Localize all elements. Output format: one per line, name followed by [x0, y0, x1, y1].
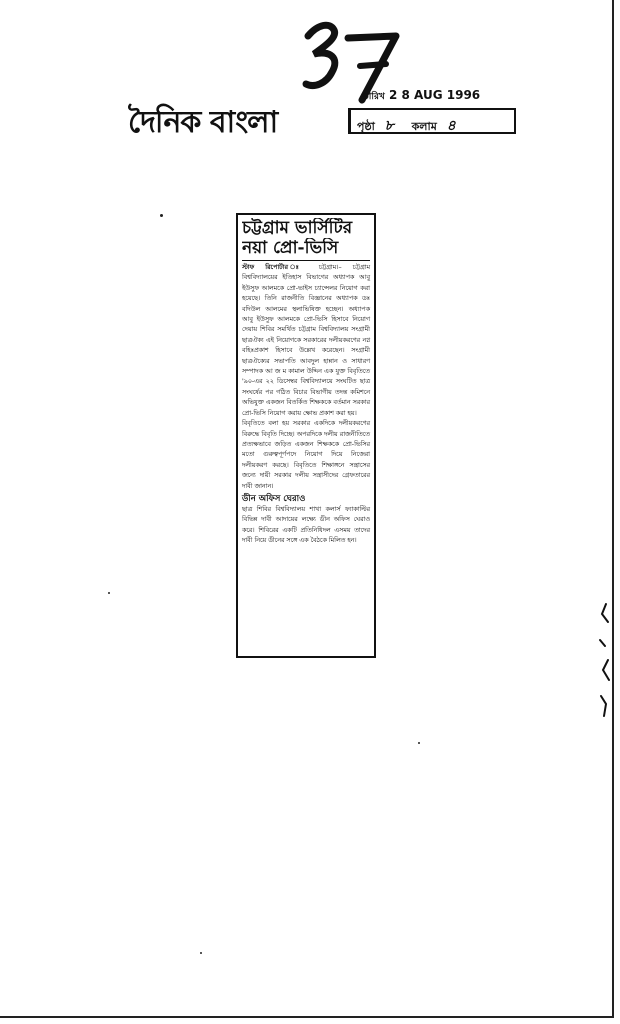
stamp-column-label: কলাম: [411, 120, 437, 133]
scan-speck: [160, 214, 163, 217]
article-headline: [242, 218, 370, 261]
scan-speck: [108, 592, 110, 594]
stamp-date-label: তারিখ: [362, 92, 385, 102]
archive-stamp: [348, 88, 520, 140]
scan-speck: [418, 742, 420, 744]
scan-edge-marks: [596, 600, 614, 720]
article-reporter: স্টাফ রিপোর্টার ঃ: [242, 264, 308, 271]
stamp-page-label: পৃষ্ঠা: [357, 120, 375, 133]
article-paragraph-1: [242, 263, 370, 419]
stamp-page-value: ৮: [384, 118, 394, 134]
stamp-date-row: [362, 88, 480, 104]
article-subhead: ডীন অফিস ঘেরাও: [242, 493, 306, 504]
article-paragraph-2: বিবৃতিতে বলা হয় সরকার একদিকে দলীয়করণের বিরুদ্ধে বিবৃতি দিচ্ছে। অপরদিকে দলীয় রাজনীতিতে প্রত্যক্ষভাবে জড়িত একজন শিক্ষককে প্রো-ভিসির মতো গুরুত্বপূর্ণপদে নিয়োগ দিয়ে নিজেরা দলীয়করণ করছে। বিবৃতিতে শিক্ষাঙ্গনে সন্ত্রাসের জন্যে দায়ী সরকার দলীয় সন্ত্রাসীদের গ্রেফতারের দাবী জানান।: [242, 420, 370, 490]
newspaper-name: দৈনিক বাংলা: [128, 105, 278, 140]
news-clipping: [236, 213, 376, 658]
stamp-date-value: 2 8 AUG 1996: [389, 88, 481, 102]
headline-line-1: চট্টগ্রাম ভার্সিটির: [242, 218, 353, 238]
stamp-page-column-box: [348, 108, 516, 134]
paragraph-1-text: চট্টগ্রাম।– চট্টগ্রাম বিশ্ববিদ্যালয়ের ইতিহাস বিভাগের অধ্যাপক আবু ইউসুফ আলমকে প্রো-ভাইস চ্যান্সেলর নিয়োগ করা হয়েছে। তিনি রাজনীতি বিজ্ঞানের অধ্যাপক ডঃ বদিউল আলমের স্থলাভিষিক্ত হচ্ছেন। অধ্যাপক আবু ইউসুফ আলমকে প্রো-ভিসি হিসাবে নিয়োগ দেয়ায় শিবির সমর্থিত চট্টগ্রাম বিশ্ববিদ্যালয় সংগ্রামী ছাত্রঐক্য এই নিয়োগকে সরকারের দলীয়করণের নগ্ন বহিঃপ্রকাশ হিসাবে উল্লেখ করেছেন। সংগ্রামী ছাত্রঐক্যের সভাপতি আবদুল হান্নান ও সাধারণ সম্পাদক আ জ ম কামাল উদ্দিন এক যুক্ত বিবৃতিতে '৯০-এর ২২ ডিসেম্বর বিশ্ববিদ্যালয়ে সংঘটিত ছাত্র সংঘর্ষের পর গঠিত বিচার বিভাগীয় তদন্ত কমিশনে অভিযুক্ত একজন বিতর্কিত শিক্ষককে বর্তমান সরকার প্রো-ভিসি নিয়োগ করায় ক্ষোভ প্রকাশ করা হয়।: [242, 264, 370, 417]
headline-line-2: নয়া প্রো-ভিসি: [242, 238, 339, 258]
article-paragraph-3: ছাত্র শিবির বিশ্ববিদ্যালয় শাখা কলার্স ফ্যাকাল্টির বিভিন্ন দাবী আদায়ের লক্ষ্যে ডীন অফিস ঘেরাও করে। শিবিরের একটি প্রতিনিধিদল এসময় তাদের দাবী নিয়ে ডীনের সঙ্গে এক বৈঠকে মিলিত হন।: [242, 505, 370, 545]
stamp-column-value: ৪: [446, 118, 456, 134]
scan-speck: [200, 952, 202, 954]
